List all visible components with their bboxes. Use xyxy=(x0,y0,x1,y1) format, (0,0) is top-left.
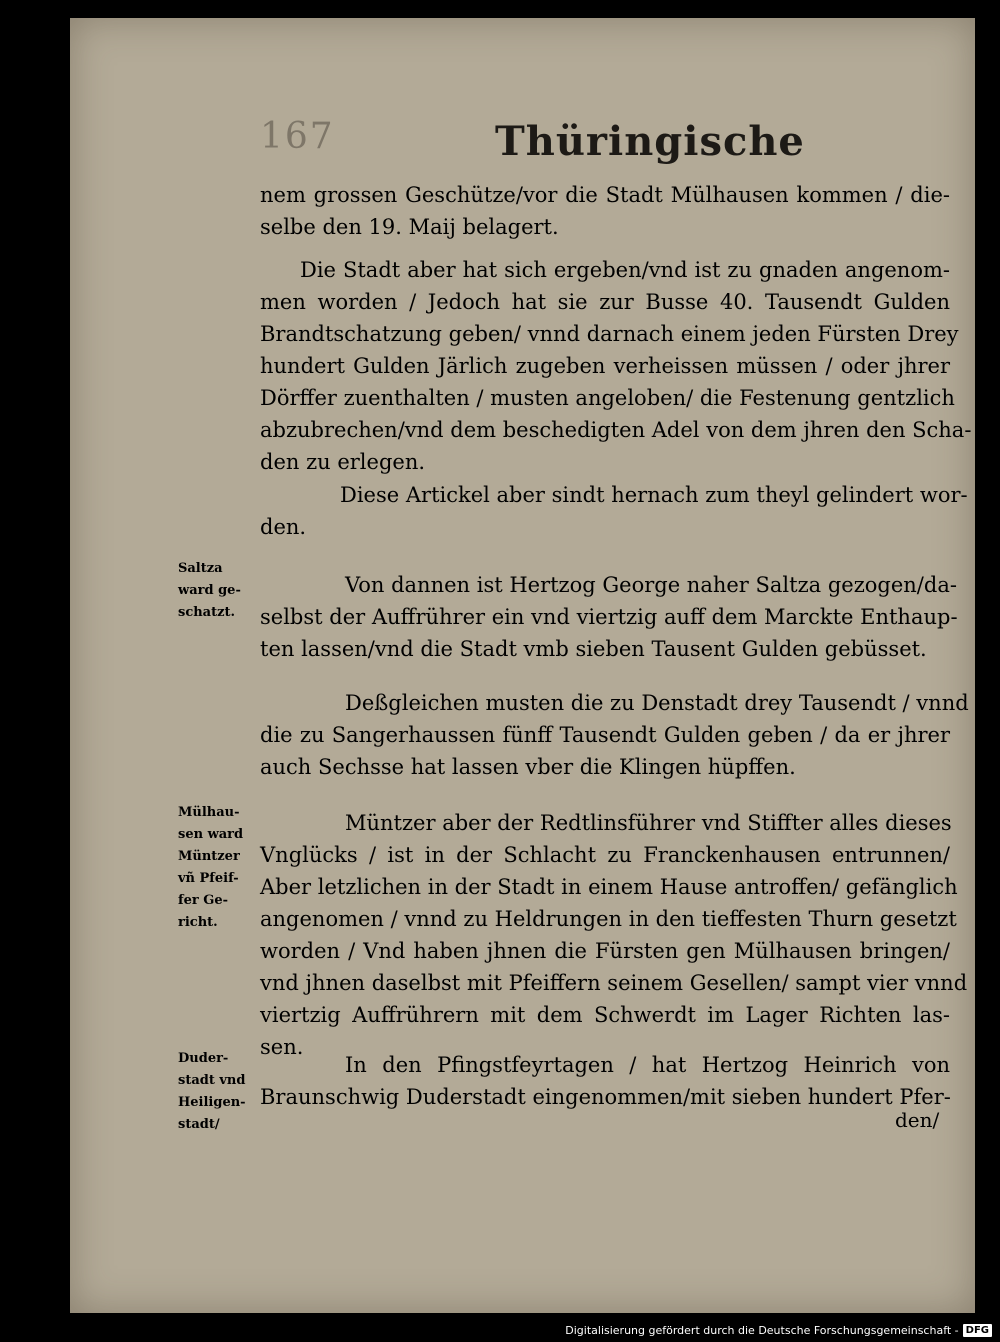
note-line: Duder- xyxy=(178,1051,229,1066)
text-line: Deßgleichen musten die zu Denstadt drey Tausendt / vnnd xyxy=(345,691,969,715)
text-line: angenomen / vnnd zu Heldrungen in den tieffesten Thurn gesetzt xyxy=(260,907,957,931)
note-line: stadt/ xyxy=(178,1117,220,1132)
credit-text: Digitalisierung gefördert durch die Deutsche Forschungsgemeinschaft - xyxy=(565,1324,959,1337)
text-line: Müntzer aber der Redtlinsführer vnd Stiffter alles dieses xyxy=(345,811,952,835)
text-line: den zu erlegen. xyxy=(260,450,426,474)
text-line: Die Stadt aber hat sich ergeben/vnd ist zu gnaden angenom- xyxy=(300,258,950,282)
note-line: Mülhau- xyxy=(178,805,240,820)
text-line: ten lassen/vnd die Stadt vmb sieben Tausent Gulden gebüsset. xyxy=(260,637,927,661)
funding-credit xyxy=(565,1324,992,1337)
note-line: fer Ge- xyxy=(178,893,229,908)
text-line: abzubrechen/vnd dem beschedigten Adel von dem jhren den Scha- xyxy=(260,418,972,442)
text-line: men worden / Jedoch hat sie zur Busse 40. Tausendt Gulden xyxy=(260,290,950,314)
text-line: Braunschwig Duderstadt eingenommen/mit sieben hundert Pfer- xyxy=(260,1085,951,1109)
text-line: sen. xyxy=(260,1035,304,1059)
marginal-note-saltza xyxy=(178,558,273,624)
text-line: Diese Artickel aber sindt hernach zum theyl gelindert wor- xyxy=(340,483,968,507)
note-line: Heiligen- xyxy=(178,1095,246,1110)
text-line: vnd jhnen daselbst mit Pfeiffern seinem Gesellen/ sampt vier vnnd xyxy=(260,971,968,995)
text-line: viertzig Auffrührern mit dem Schwerdt im Lager Richten las- xyxy=(260,1003,950,1027)
text-line: worden / Vnd haben jhnen die Fürsten gen Mülhausen bringen/ xyxy=(260,939,950,963)
note-line: Saltza xyxy=(178,561,223,576)
text-line: nem grossen Geschütze/vor die Stadt Mülhausen kommen / die- xyxy=(260,183,950,207)
text-line: Dörffer zuenthalten / musten angeloben/ die Festenung gentzlich xyxy=(260,386,955,410)
text-line: Von dannen ist Hertzog George naher Saltza gezogen/da- xyxy=(345,573,957,597)
text-line: Aber letzlichen in der Stadt in einem Hause antroffen/ gefänglich xyxy=(260,875,958,899)
text-line: Brandtschatzung geben/ vnnd darnach einem jeden Fürsten Drey xyxy=(260,322,959,346)
catchword: den/ xyxy=(895,1108,940,1132)
note-line: schatzt. xyxy=(178,605,236,620)
note-line: sen ward xyxy=(178,827,244,842)
text-line: die zu Sangerhaussen fünff Tausendt Gulden geben / da er jhrer xyxy=(260,723,950,747)
text-line: selbst der Auffrührer ein vnd viertzig auff dem Marckte Enthaup- xyxy=(260,605,958,629)
note-line: ward ge- xyxy=(178,583,241,598)
marginal-note-duderstadt xyxy=(178,1048,273,1136)
note-line: richt. xyxy=(178,915,218,930)
note-line: Müntzer xyxy=(178,849,240,864)
text-line: In den Pfingstfeyrtagen / hat Hertzog Heinrich von xyxy=(345,1053,950,1077)
page-number: 167 xyxy=(260,116,335,157)
running-head: Thüringische xyxy=(495,118,805,165)
dfg-logo: DFG xyxy=(963,1324,992,1337)
text-line: Vnglücks / ist in der Schlacht zu Franckenhausen entrunnen/ xyxy=(260,843,950,867)
note-line: vñ Pfeif- xyxy=(178,871,239,886)
marginal-note-muelhausen xyxy=(178,802,273,934)
text-line: hundert Gulden Järlich zugeben verheissen müssen / oder jhrer xyxy=(260,354,950,378)
note-line: stadt vnd xyxy=(178,1073,246,1088)
text-line: auch Sechsse hat lassen vber die Klingen hüpffen. xyxy=(260,755,796,779)
text-line: selbe den 19. Maij belagert. xyxy=(260,215,559,239)
text-line: den. xyxy=(260,515,307,539)
